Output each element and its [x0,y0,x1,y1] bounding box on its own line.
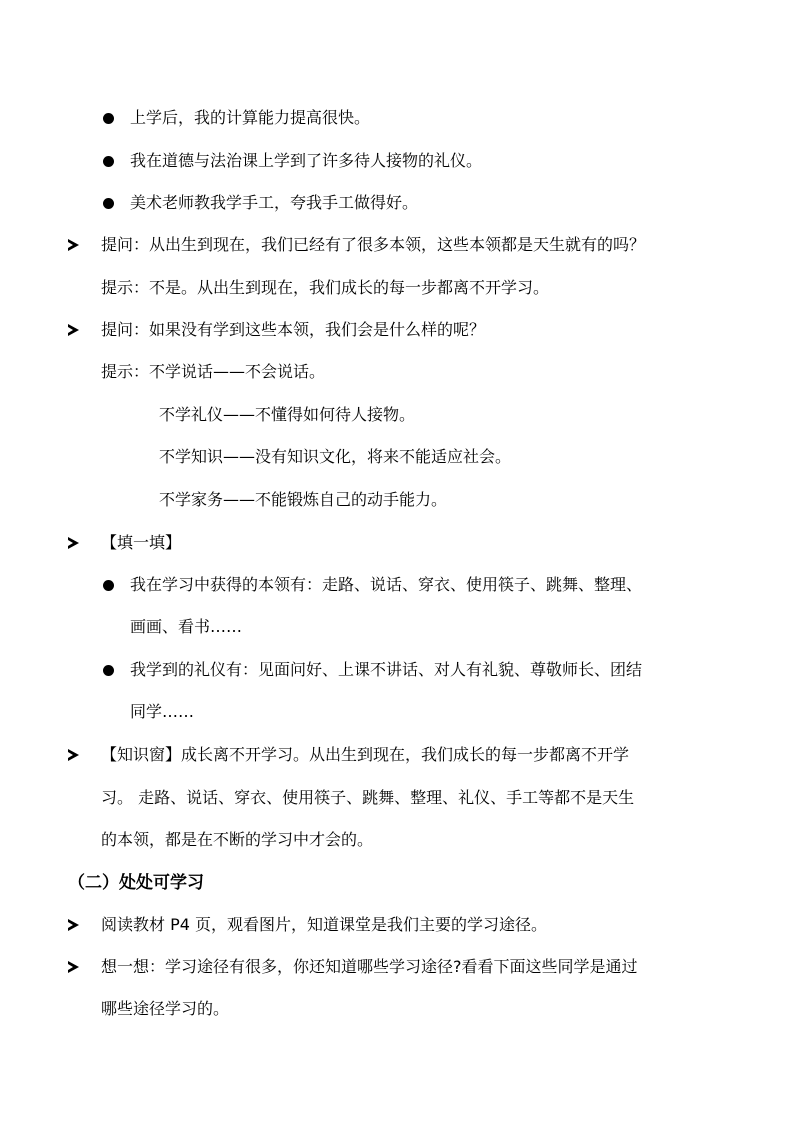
bullet-icon [103,665,114,676]
fill-in-heading: 【填一填】 [101,533,182,552]
arrow-bullet-icon [68,239,79,251]
knowledge-window-line-1: 【知识窗】成长离不开学习。从出生到现在，我们成长的每一步都离不开学 [101,745,630,764]
knowledge-window-line-2: 习。 走路、说话、穿衣、使用筷子、跳舞、整理、礼仪、手工等都不是天生 [101,788,635,807]
bullet-item-calculation: 上学后，我的计算能力提高很快。 [130,108,371,127]
bullet-item-etiquette: 我在道德与法治课上学到了许多待人接物的礼仪。 [130,151,483,170]
fill-answer-skills-line-1: 我在学习中获得的本领有：走路、说话、穿衣、使用筷子、跳舞、整理、 [130,575,643,594]
knowledge-window-line-3: 的本领，都是在不断的学习中才会的。 [101,830,374,849]
arrow-bullet-icon [68,919,79,931]
question-1: 提问：从出生到现在，我们已经有了很多本领，这些本领都是天生就有的吗？ [101,235,646,254]
section-heading: （二）处处可学习 [68,873,204,893]
hint-5: 不学家务——不能锻炼自己的动手能力。 [159,490,448,509]
bullet-item-handcraft: 美术老师教我学手工，夸我手工做得好。 [130,193,419,212]
reading-task: 阅读教材 P4 页，观看图片，知道课堂是我们主要的学习途径。 [101,915,548,934]
think-task-line-1: 想一想：学习途径有很多，你还知道哪些学习途径?看看下面这些同学是通过 [101,957,638,976]
hint-3: 不学礼仪——不懂得如何待人接物。 [159,405,416,424]
hint-1: 提示：不是。从出生到现在，我们成长的每一步都离不开学习。 [101,278,550,297]
bullet-icon [103,156,114,167]
arrow-bullet-icon [68,324,79,336]
fill-answer-skills-line-2: 画画、看书…… [130,617,243,636]
bullet-icon [103,198,114,209]
bullet-icon [103,113,114,124]
think-task-line-2: 哪些途径学习的。 [101,999,230,1018]
arrow-bullet-icon [68,961,79,973]
bullet-icon [103,580,114,591]
hint-2: 提示：不学说话——不会说话。 [101,362,326,381]
fill-answer-etiquette-line-1: 我学到的礼仪有：见面问好、上课不讲话、对人有礼貌、尊敬师长、团结 [130,660,643,679]
question-2: 提问：如果没有学到这些本领，我们会是什么样的呢？ [101,320,486,339]
arrow-bullet-icon [68,749,79,761]
arrow-bullet-icon [68,537,79,549]
hint-4: 不学知识——没有知识文化，将来不能适应社会。 [159,447,512,466]
fill-answer-etiquette-line-2: 同学…… [130,702,195,721]
